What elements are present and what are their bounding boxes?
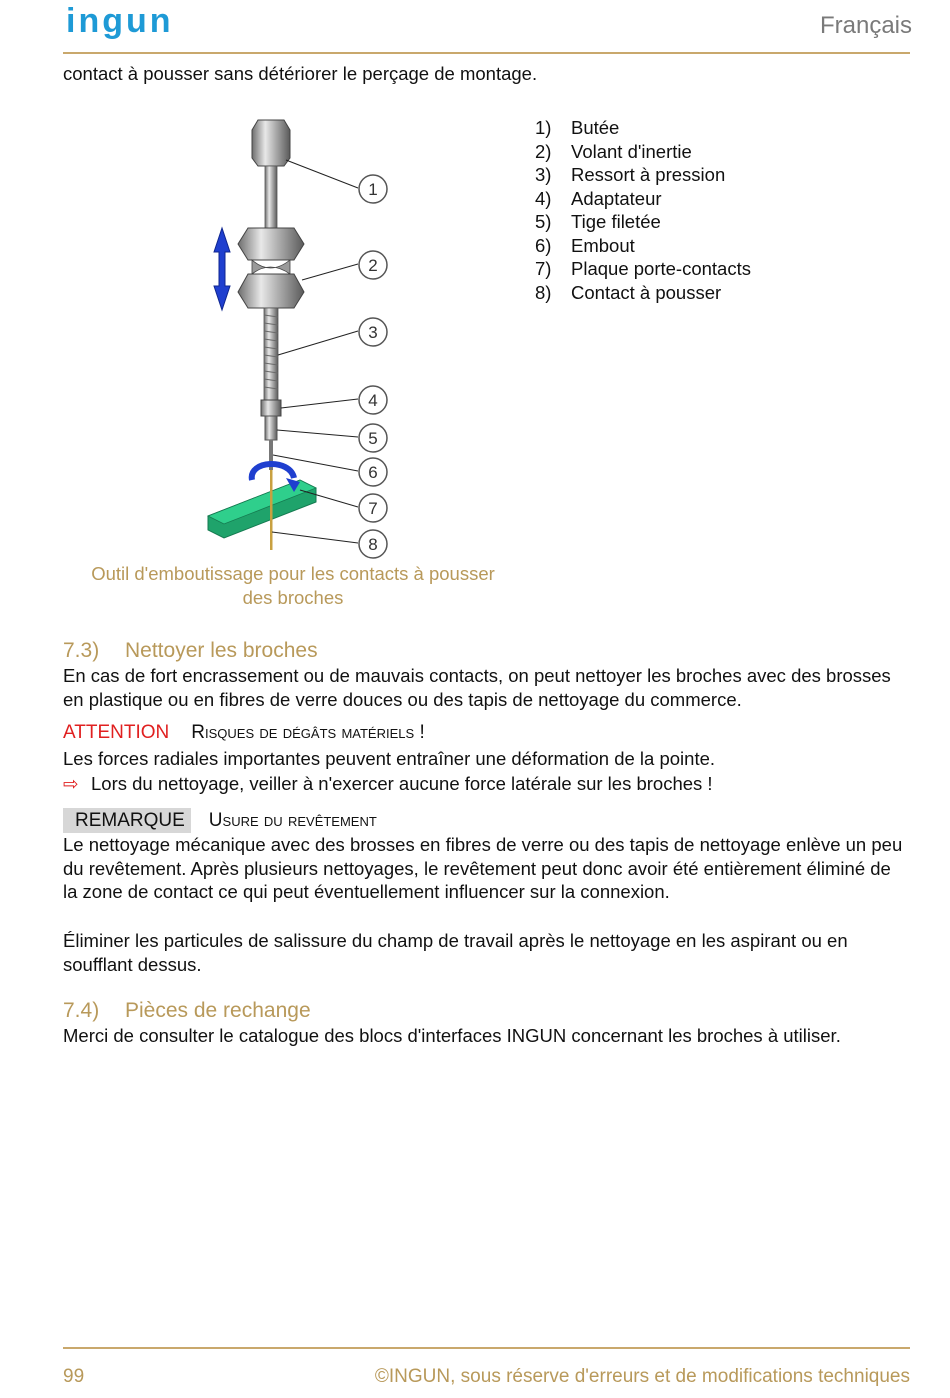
remark-title: Usure du revêtement <box>208 809 377 831</box>
legend-item: 1) Butée <box>535 117 620 138</box>
attention-title: Risques de dégâts matériels ! <box>191 722 425 743</box>
threaded-rod <box>265 416 277 440</box>
legend-item: 3) Ressort à pression <box>535 164 726 185</box>
figure-caption: Outil d'emboutissage pour les contacts à pousser des broches <box>91 563 495 608</box>
parts-legend <box>535 116 751 304</box>
dust-removal-paragraph: Éliminer les particules de salissure du champ de travail après le nettoyage en les aspirant ou en soufflant dessus. <box>63 930 848 975</box>
callout-label-2: 2 <box>368 256 378 275</box>
intro-text: contact à pousser sans détériorer le perçage de montage. <box>63 63 538 84</box>
pressure-spring <box>264 308 278 400</box>
page-number: 99 <box>63 1366 85 1387</box>
right-arrow-icon: ⇨ <box>63 773 79 794</box>
attention-label: ATTENTION <box>63 722 170 743</box>
header-rule <box>63 52 910 54</box>
remark-label: REMARQUE <box>63 808 191 833</box>
legend-item: 7) Plaque porte-contacts <box>535 258 751 279</box>
adapter-part <box>261 400 281 416</box>
up-down-arrow-icon <box>214 228 230 310</box>
callout-label-7: 7 <box>368 499 378 518</box>
stopper-part <box>252 120 290 166</box>
legend-item: 6) Embout <box>535 234 635 256</box>
remark-paragraph: Le nettoyage mécanique avec des brosses en fibres de verre ou des tapis de nettoyage enlève un peu du revêtement. Après plusieurs nettoyages, le revêtement peut donc avoir été entièrement éliminé de la zone de contact ce qui peut éventuellement influencer sur la connexion. <box>63 834 903 902</box>
logo-text: ingun <box>66 4 174 40</box>
callout-label-4: 4 <box>368 391 378 410</box>
attention-instruction: ⇨ Lors du nettoyage, veiller à n'exercer aucune force latérale sur les broches ! <box>63 773 713 794</box>
copyright-text: ©INGUN, sous réserve d'erreurs et de modifications techniques <box>374 1366 910 1387</box>
callout-label-5: 5 <box>368 429 378 448</box>
attention-heading <box>63 722 425 744</box>
callout-label-8: 8 <box>368 535 378 554</box>
section-heading-7-4: 7.4) Pièces de rechange <box>63 999 311 1022</box>
press-tool-figure <box>190 110 410 560</box>
legend-item: 8) Contact à pousser <box>535 281 722 303</box>
ingun-logo <box>66 4 226 44</box>
language-label: Français <box>819 12 912 39</box>
footer-rule <box>63 1347 910 1349</box>
legend-item: 2) Volant d'inertie <box>535 140 692 162</box>
callout-label-3: 3 <box>368 323 378 342</box>
upper-rod <box>265 166 277 228</box>
attention-text: Les forces radiales importantes peuvent entraîner une déformation de la pointe. <box>63 748 716 769</box>
push-contact <box>270 470 273 550</box>
flywheel-top <box>238 228 304 260</box>
remark-heading <box>63 808 377 833</box>
rotation-arrow-icon <box>252 464 294 480</box>
legend-item: 5) Tige filetée <box>535 211 661 232</box>
callout-label-1: 1 <box>368 180 378 199</box>
callout-label-6: 6 <box>368 463 378 482</box>
cleaning-paragraph: En cas de fort encrassement ou de mauvais contacts, on peut nettoyer les broches avec des brosses en plastique ou en fibres de verre douces ou des tapis de nettoyage du commerce. <box>63 665 891 710</box>
legend-item: 4) Adaptateur <box>535 187 662 209</box>
section-heading-7-3: 7.3) Nettoyer les broches <box>63 639 318 662</box>
spare-parts-paragraph: Merci de consulter le catalogue des blocs d'interfaces INGUN concernant les broches à utiliser. <box>63 1025 841 1046</box>
flywheel-bottom <box>238 274 304 308</box>
